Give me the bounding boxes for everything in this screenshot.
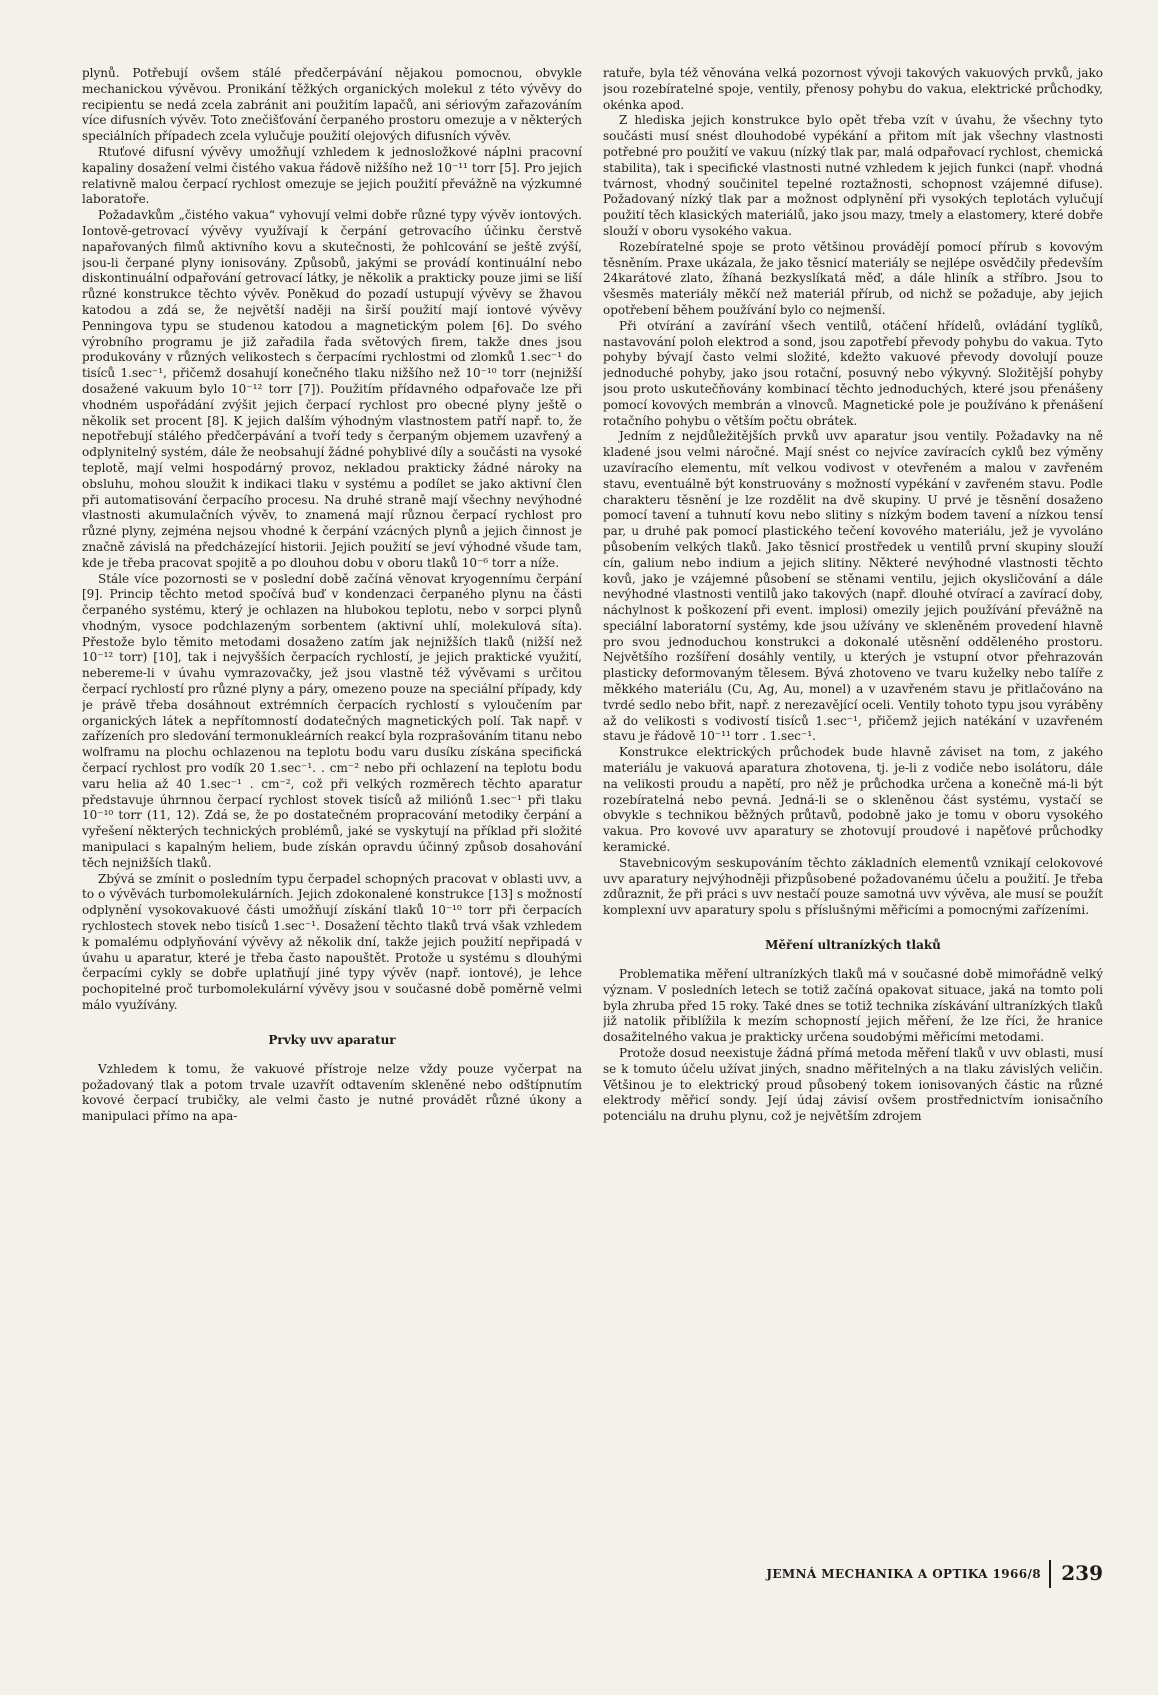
left-paragraph-2: Rtuťové difusní vývěvy umožňují vzhledem k jednosložkové náplni pracovní kapaliny dosažení velmi čistého vakua řádově nižšího než 10⁻¹¹ torr [5]. Pro jejich relativně malou čerpací rychlost omezuje se jejich použití převážně na výzkumné laboratoře. (82, 144, 582, 207)
right-paragraph-7: Stavebnicovým seskupováním těchto základních elementů vznikají celokovové uvv aparatury nejvýhodněji přizpůsobené požadovanému účelu a použití. Je třeba zdůraznit, že při práci s uvv nestačí pouze samotná uvv vývěva, ale musí se použít komplexní uvv aparatury spolu s příslušnými měřicími a pomocnými zařízeními. (603, 855, 1103, 918)
journal-title: JEMNÁ MECHANIKA A OPTIKA 1966/8 (766, 1567, 1041, 1581)
right-paragraph-5: Jedním z nejdůležitějších prvků uvv aparatur jsou ventily. Požadavky na ně kladené jsou velmi náročné. Mají snést co nejvíce zavíracích cyklů bez výměny uzavíracího elementu, mít velkou vodivost v otevřeném a malou v zavřeném stavu, eventuálně být konstruovány s možností vypékání v zavřeném stavu. Podle charakteru těsnění je lze rozdělit na dvě skupiny. U prvé je těsnění dosaženo pomocí tavení a tuhnutí kovu nebo slitiny s nízkým bodem tavení a nízkou tensí par, u druhé pak pomocí plastického tečení kovového materiálu, jež je vyvoláno působením velkých tlaků. Jako těsnicí prostředek u ventilů první skupiny slouží cín, galium nebo indium a jejich slitiny. Některé nevýhodné vlastnosti těchto kovů, jako je vzájemné působení se stěnami ventilu, jejich okysličování a dále nevýhodné vlastnosti ventilů jako takových (např. dlouhé otvírací a zavírací doby, náchylnost k poškození při event. implosi) omezily jejich používání převážně na speciální laboratorní systémy, kde jsou užívány ve skleněném provedení hlavně pro svou jednoduchou konstrukci a dokonalé utěsnění odděleného prostoru. Největšího rozšíření dosáhly ventily, u kterých je vstupní otvor přehrazován plasticky deformovaným tělesem. Bývá zhotoveno ve tvaru kuželky nebo talíře z měkkého materiálu (Cu, Ag, Au, monel) a v uzavřeném stavu je přitlačováno na tvrdé sedlo nebo břit, např. z nerezavějící oceli. Ventily tohoto typu jsou vyráběny až do velikosti s vodivostí tisíců 1.sec⁻¹, přičemž jejich natékání v uzavřeném stavu je řádově 10⁻¹¹ torr . 1.sec⁻¹. (603, 429, 1103, 744)
left-paragraph-6: Vzhledem k tomu, že vakuové přístroje nelze vždy pouze vyčerpat na požadovaný tlak a potom trvale uzavřít odtavením skleněné nebo odštípnutím kovové čerpací trubičky, ale velmi často je nutné provádět různé úkony a manipulaci přímo na apa- (82, 1061, 582, 1124)
left-paragraph-5: Zbývá se zmínit o posledním typu čerpadel schopných pracovat v oblasti uvv, a to o vývěvách turbomolekulárních. Jejich zdokonalené konstrukce [13] s možností odplynění vysokovakuové části umožňují získání tlaků 10⁻¹⁰ torr při čerpacích rychlostech stovek nebo tisíců 1.sec⁻¹. Dosažení těchto tlaků trvá však vzhledem k pomalému odplyňování vývěvy až několik dní, takže jejich použití nepřipadá v úvahu u aparatur, které je třeba často napouštět. Protože u systému s dlouhými čerpacími cykly se dobře uplatňují jiné typy vývěv (např. iontové), je lehce pochopitelné proč turbomolekulární vývěvy jsou v současné době poměrně velmi málo využívány. (82, 871, 582, 1013)
right-paragraph-4: Při otvírání a zavírání všech ventilů, otáčení hřídelů, ovládání tyglíků, nastavování poloh elektrod a sond, jsou zapotřebí převody pohybu do vakua. Tyto pohyby bývají často velmi složité, kdežto vakuové převody dovolují pouze jednoduché pohyby, jako jsou rotační, posuvný nebo výkyvný. Složitější pohyby jsou proto uskutečňovány kombinací těchto jednoduchých, které jsou přenášeny pomocí kovových membrán a vlnovců. Magnetické pole je používáno k přenášení rotačního pohybu o větším počtu obrátek. (603, 318, 1103, 428)
page-number: 239 (1061, 1561, 1103, 1585)
right-paragraph-8: Problematika měření ultranízkých tlaků má v současné době mimořádně velký význam. V posledních letech se totiž začíná opakovat situace, jaká na tomto poli byla zhruba před 15 roky. Také dnes se totiž technika získávání ultranízkých tlaků již natolik přiblížila k mezím schopností jejich měření, že lze říci, že hranice dosažitelného vakua je prakticky určena soudobými měřicími metodami. (603, 967, 1103, 1045)
right-paragraph-9: Protože dosud neexistuje žádná přímá metoda měření tlaků v uvv oblasti, musí se k tomuto účelu užívat jiných, snadno měřitelných a na tlaku závislých veličin. Většinou je to elektrický proud působený tokem ionisovaných částic na různé elektrody měřicí sondy. Její údaj závisí ovšem prostřednictvím ionisačního potenciálu na druhu plynu, což je největším zdrojem (603, 1046, 1103, 1124)
section-heading-prvky-uvv-aparatur: Prvky uvv aparatur (268, 1032, 396, 1047)
right-column (603, 66, 1103, 1566)
right-paragraph-6: Konstrukce elektrických průchodek bude hlavně záviset na tom, z jakého materiálu je vakuová aparatura zhotovena, tj. je-li z vodiče nebo isolátoru, dále na velikosti proudu a napětí, pro něž je průchodka určena a konečně má-li být rozebíratelná nebo pevná. Jedná-li se o skleněnou část systému, vystačí se obvykle s technikou běžných průtavů, podobně jako je tomu v oboru vysokého vakua. Pro kovové uvv aparatury se zhotovují proudové i napěťové průchodky keramické. (603, 745, 1103, 855)
page-footer (600, 1558, 1103, 1588)
left-paragraph-1: plynů. Potřebují ovšem stálé předčerpávání nějakou pomocnou, obvykle mechanickou vývěvou. Pronikání těžkých organických molekul z této vývěvy do recipientu se nedá zcela zabránit ani použitím lapačů, ani sériovým zařazováním více difusních vývěv. Toto znečišťování čerpaného prostoru omezuje a v některých speciálních případech zcela vylučuje použití olejových difusních vývěv. (82, 66, 582, 144)
footer-divider (1049, 1560, 1051, 1588)
right-paragraph-1: ratuře, byla též věnována velká pozornost vývoji takových vakuových prvků, jako jsou rozebíratelné spoje, ventily, přenosy pohybu do vakua, elektrické průchodky, okénka apod. (603, 66, 1103, 112)
right-paragraph-3: Rozebíratelné spoje se proto většinou provádějí pomocí přírub s kovovým těsněním. Praxe ukázala, že jako těsnicí materiály se nejlépe osvědčily především 24karátové zlato, žíhaná bezkyslíkatá měď, a dále hliník a stříbro. Jsou to všesměs materiály měkčí než materiál přírub, od nichž se požaduje, aby jejich opotřebení během používání bylo co nejmenší. (603, 239, 1103, 317)
section-heading-mereni-ultranizkych-tlaku: Měření ultranízkých tlaků (765, 938, 941, 953)
left-column (82, 66, 582, 1566)
right-paragraph-2: Z hlediska jejich konstrukce bylo opět třeba vzít v úvahu, že všechny tyto součásti musí snést dlouhodobé vypékání a přitom mít jak všechny vlastnosti potřebné pro použití ve vakuu (nízký tlak par, malá odpařovací rychlost, chemická stabilita), tak i specifické vlastnosti nutné vzhledem k jejich funkci (např. vhodná tvárnost, vhodný součinitel tepelné roztažnosti, schopnost vzájemné difuse). Požadovaný nízký tlak par a možnost odplynění při vysokých teplotách vylučují použití těch klasických materiálů, jako jsou mazy, tmely a elastomery, které dobře slouží v oboru vysokého vakua. (603, 113, 1103, 238)
left-paragraph-3: Požadavkům „čistého vakua“ vyhovují velmi dobře různé typy vývěv iontových. Iontově-getrovací vývěvy využívají k čerpání getrovacího účinku čerstvě napařovaných filmů aktivního kovu a skutečnosti, že pohlcování se ještě zvýší, jsou-li čerpané plyny ionisovány. Způsobů, jakými se provádí kontinuální nebo diskontinuální odpařování getrovací látky, je několik a prakticky pouze jimi se liší různé konstrukce těchto vývěv. Poněkud do pozadí ustupují vývěvy se žhavou katodou a zdá se, že největší naději na širší použití mají iontové vývěvy Penningova typu se studenou katodou a magnetickým polem [6]. Do svého výrobního programu je již zařadila řada světových firem, takže dnes jsou produkovány v různých velikostech s čerpacími rychlostmi od zlomků 1.sec⁻¹ do tisíců 1.sec⁻¹, přičemž dosahují konečného tlaku nižšího než 10⁻¹⁰ torr (nejnižší dosažené vakuum bylo 10⁻¹² torr [7]). Použitím přídavného odpařovače lze při vhodném uspořádání zvýšit jejich čerpací rychlost pro obecné plyny ještě o několik set procent [8]. K jejich dalším výhodným vlastnostem patří např. to, že nepotřebují stálého předčerpávání a tvoří tedy s čerpaným objemem uzavřený a odplynitelný systém, dále že neobsahují žádné pohyblivé díly a součásti na vysoké teplotě, mají velmi hospodárný provoz, nekladou prakticky žádné nároky na obsluhu, mohou sloužit k indikaci tlaku v systému a podílet se jako aktivní člen při automatisování čerpacího procesu. Na druhé straně mají všechny nevýhodné vlastnosti akumulačních vývěv, to znamená mají různou čerpací rychlost pro různé plyny, zejména nejsou vhodné k čerpání vzácných plynů a jejich činnost je značně závislá na předcházející historii. Jejich použití se jeví výhodné všude tam, kde je třeba pracovat spojitě a po dlouhou dobu v oboru tlaků 10⁻⁶ torr a níže. (82, 208, 582, 570)
left-paragraph-4: Stále více pozornosti se v poslední době začíná věnovat kryogennímu čerpání [9]. Princip těchto metod spočívá buď v kondenzaci čerpaného plynu na části čerpaného systému, který je ochlazen na hlubokou teplotu, nebo v sorpci plynů vhodným, vysoce podchlazeným sorbentem (aktivní uhlí, molekulová síta). Přestože bylo těmito metodami dosaženo zatím jak nejnižších tlaků (nižší než 10⁻¹² torr) [10], tak i nejvyšších čerpacích rychlostí, je jejich praktické využití, nebereme-li v úvahu vymrazovačky, jež jsou vlastně též vývěvami s určitou čerpací rychlostí pro různé plyny a páry, omezeno pouze na speciální případy, kdy je právě třeba dosáhnout extrémních čerpacích rychlostí s vyloučením par organických látek a nepřítomností dodatečných magnetických polí. Tak např. v zařízeních pro sledování termonukleárních reakcí byla rozprašováním titanu nebo wolframu na plochu ochlazenou na teplotu bodu varu dusíku získána specifická čerpací rychlost pro vodík 20 1.sec⁻¹. . cm⁻² nebo při ochlazení na teplotu bodu varu helia až 40 1.sec⁻¹ . cm⁻², což při velkých rozměrech těchto aparatur představuje úhrnnou čerpací rychlost stovek tisíců až miliónů 1.sec⁻¹ při tlaku 10⁻¹⁰ torr (11, 12). Zdá se, že po dostatečném propracování metodiky čerpání a vyřešení některých technických problémů, jaké se vyskytují na příklad při složité manipulaci s kapalným heliem, bude získán opravdu účinný způsob dosahování těch nejnižších tlaků. (82, 571, 582, 870)
